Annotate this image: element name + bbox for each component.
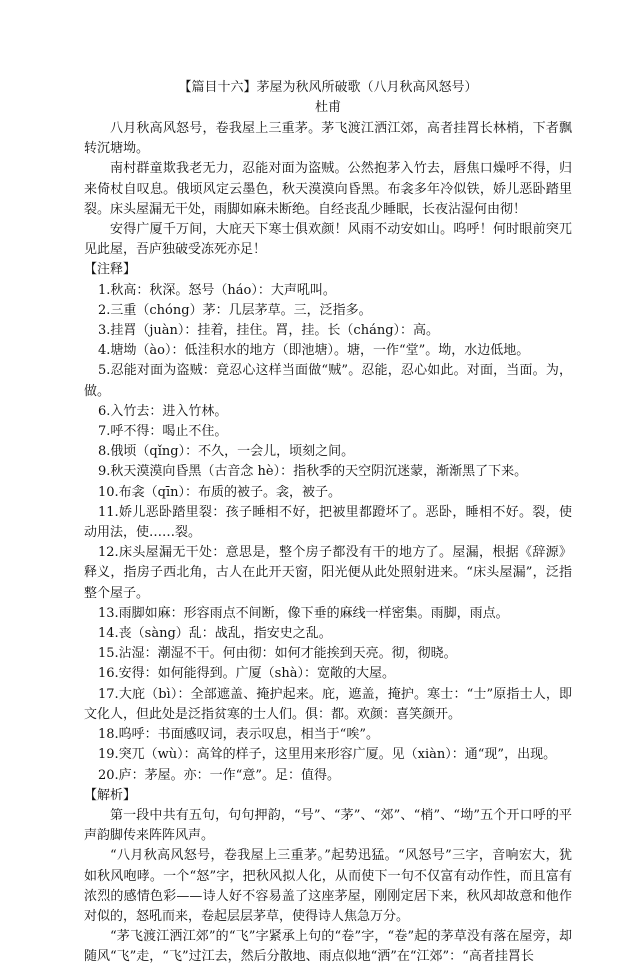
- note-item: 7.呼不得：喝止不住。: [98, 424, 228, 440]
- poem-stanza: 安得广厦千万间，大庇天下寒士俱欢颜！风雨不动安如山。呜呼！何时眼前突兀见此屋，吾庐独破受冻死亦足！: [84, 222, 572, 258]
- poem-stanza: 南村群童欺我老无力，忍能对面为盗贼。公然抱茅入竹去，唇焦口燥呼不得，归来倚杖自叹息。俄顷风定云墨色，秋天漠漠向昏黑。布衾多年冷似铁，娇儿恶卧踏里裂。床头屋漏无干处，雨脚如麻未断绝。自经丧乱少睡眠，长夜沾湿何由彻！: [84, 161, 572, 217]
- note-item: 9.秋天漠漠向昏黑（古音念 hè）：指秋季的天空阴沉迷蒙，渐渐黑了下来。: [98, 464, 528, 480]
- note-item: 15.沾湿：潮湿不干。何由彻：如何才能挨到天亮。彻，彻晓。: [98, 646, 457, 662]
- note-item: 14.丧（sàng）乱：战乱，指安史之乱。: [98, 626, 332, 642]
- analysis-paragraph: 第一段中共有五句，句句押韵，“号”、“茅”、“郊”、“梢”、“坳”五个开口呼的平声韵脚传来阵阵风声。: [84, 807, 572, 844]
- analysis-paragraph: “八月秋高风怒号，卷我屋上三重茅。”起势迅猛。“风怒号”三字，音响宏大，犹如秋风咆哮。一个“怒”字，把秋风拟人化，从而使下一句不仅富有动作性，而且富有浓烈的感情色彩——诗人好不容易盖了这座茅屋，刚刚定居下来，秋风却故意和他作对似的，怒吼而来，卷起层层茅草，使得诗人焦急万分。: [84, 848, 572, 924]
- analysis-heading: 【解析】: [84, 787, 137, 803]
- note-item: 19.突兀（wù）：高耸的样子，这里用来形容广厦。见（xiàn）：通“现”，出现。: [98, 747, 557, 763]
- note-item: 10.布衾（qīn）：布质的被子。衾，被子。: [98, 484, 342, 500]
- note-item: 11.娇儿恶卧踏里裂：孩子睡相不好，把被里都蹬坏了。恶卧，睡相不好。裂，使动用法，使……裂。: [84, 504, 572, 541]
- note-item: 2.三重（chóng）茅：几层茅草。三，泛指多。: [98, 302, 372, 318]
- note-item: 13.雨脚如麻：形容雨点不间断，像下垂的麻线一样密集。雨脚，雨点。: [98, 605, 509, 621]
- poem-stanza: 八月秋高风怒号，卷我屋上三重茅。茅飞渡江洒江郊，高者挂罥长林梢，下者飘转沉塘坳。: [84, 121, 572, 157]
- note-item: 3.挂罥（juàn）：挂着，挂住。罥，挂。长（cháng）：高。: [98, 323, 440, 339]
- note-item: 5.忍能对面为盗贼：竟忍心这样当面做“贼”。忍能，忍心如此。对面，当面。为，做。: [84, 363, 572, 399]
- note-item: 17.大庇（bì）：全部遮盖、掩护起来。庇，遮盖，掩护。寒士：“士”原指士人，即文化人，但此处是泛指贫寒的士人们。俱：都。欢颜：喜笑颜开。: [84, 686, 572, 722]
- note-item: 16.安得：如何能得到。广厦（shà）：宽敞的大屋。: [98, 666, 395, 682]
- note-item: 20.庐：茅屋。亦：一作“意”。足：值得。: [98, 767, 340, 783]
- notes-heading: 【注释】: [84, 262, 137, 278]
- note-item: 18.呜呼：书面感叹词，表示叹息，相当于“唉”。: [98, 727, 379, 743]
- note-item: 8.俄顷（qǐng）：不久，一会儿，顷刻之间。: [98, 444, 355, 460]
- page-title: 【篇目十六】茅屋为秋风所破歌（八月秋高风怒号）: [178, 80, 478, 95]
- note-item: 4.塘坳（ào）：低洼积水的地方（即池塘）。塘，一作“堂”。坳，水边低地。: [98, 343, 530, 359]
- note-item: 6.入竹去：进入竹林。: [98, 403, 228, 419]
- note-item: 12.床头屋漏无干处：意思是，整个房子都没有干的地方了。屋漏，根据《辞源》释义，指房子西北角，古人在此开天窗，阳光便从此处照射进来。“床头屋漏”，泛指整个屋子。: [84, 545, 572, 601]
- author-name: 杜甫: [314, 100, 341, 115]
- analysis-paragraph: “茅飞渡江洒江郊”的“飞”字紧承上句的“卷”字，“卷”起的茅草没有落在屋旁，却随风“飞”走，“飞”过江去，然后分散地、雨点似地“洒”在“江郊”：“高者挂罥长: [84, 929, 572, 965]
- note-item: 1.秋高：秋深。怒号（háo）：大声吼叫。: [98, 282, 336, 298]
